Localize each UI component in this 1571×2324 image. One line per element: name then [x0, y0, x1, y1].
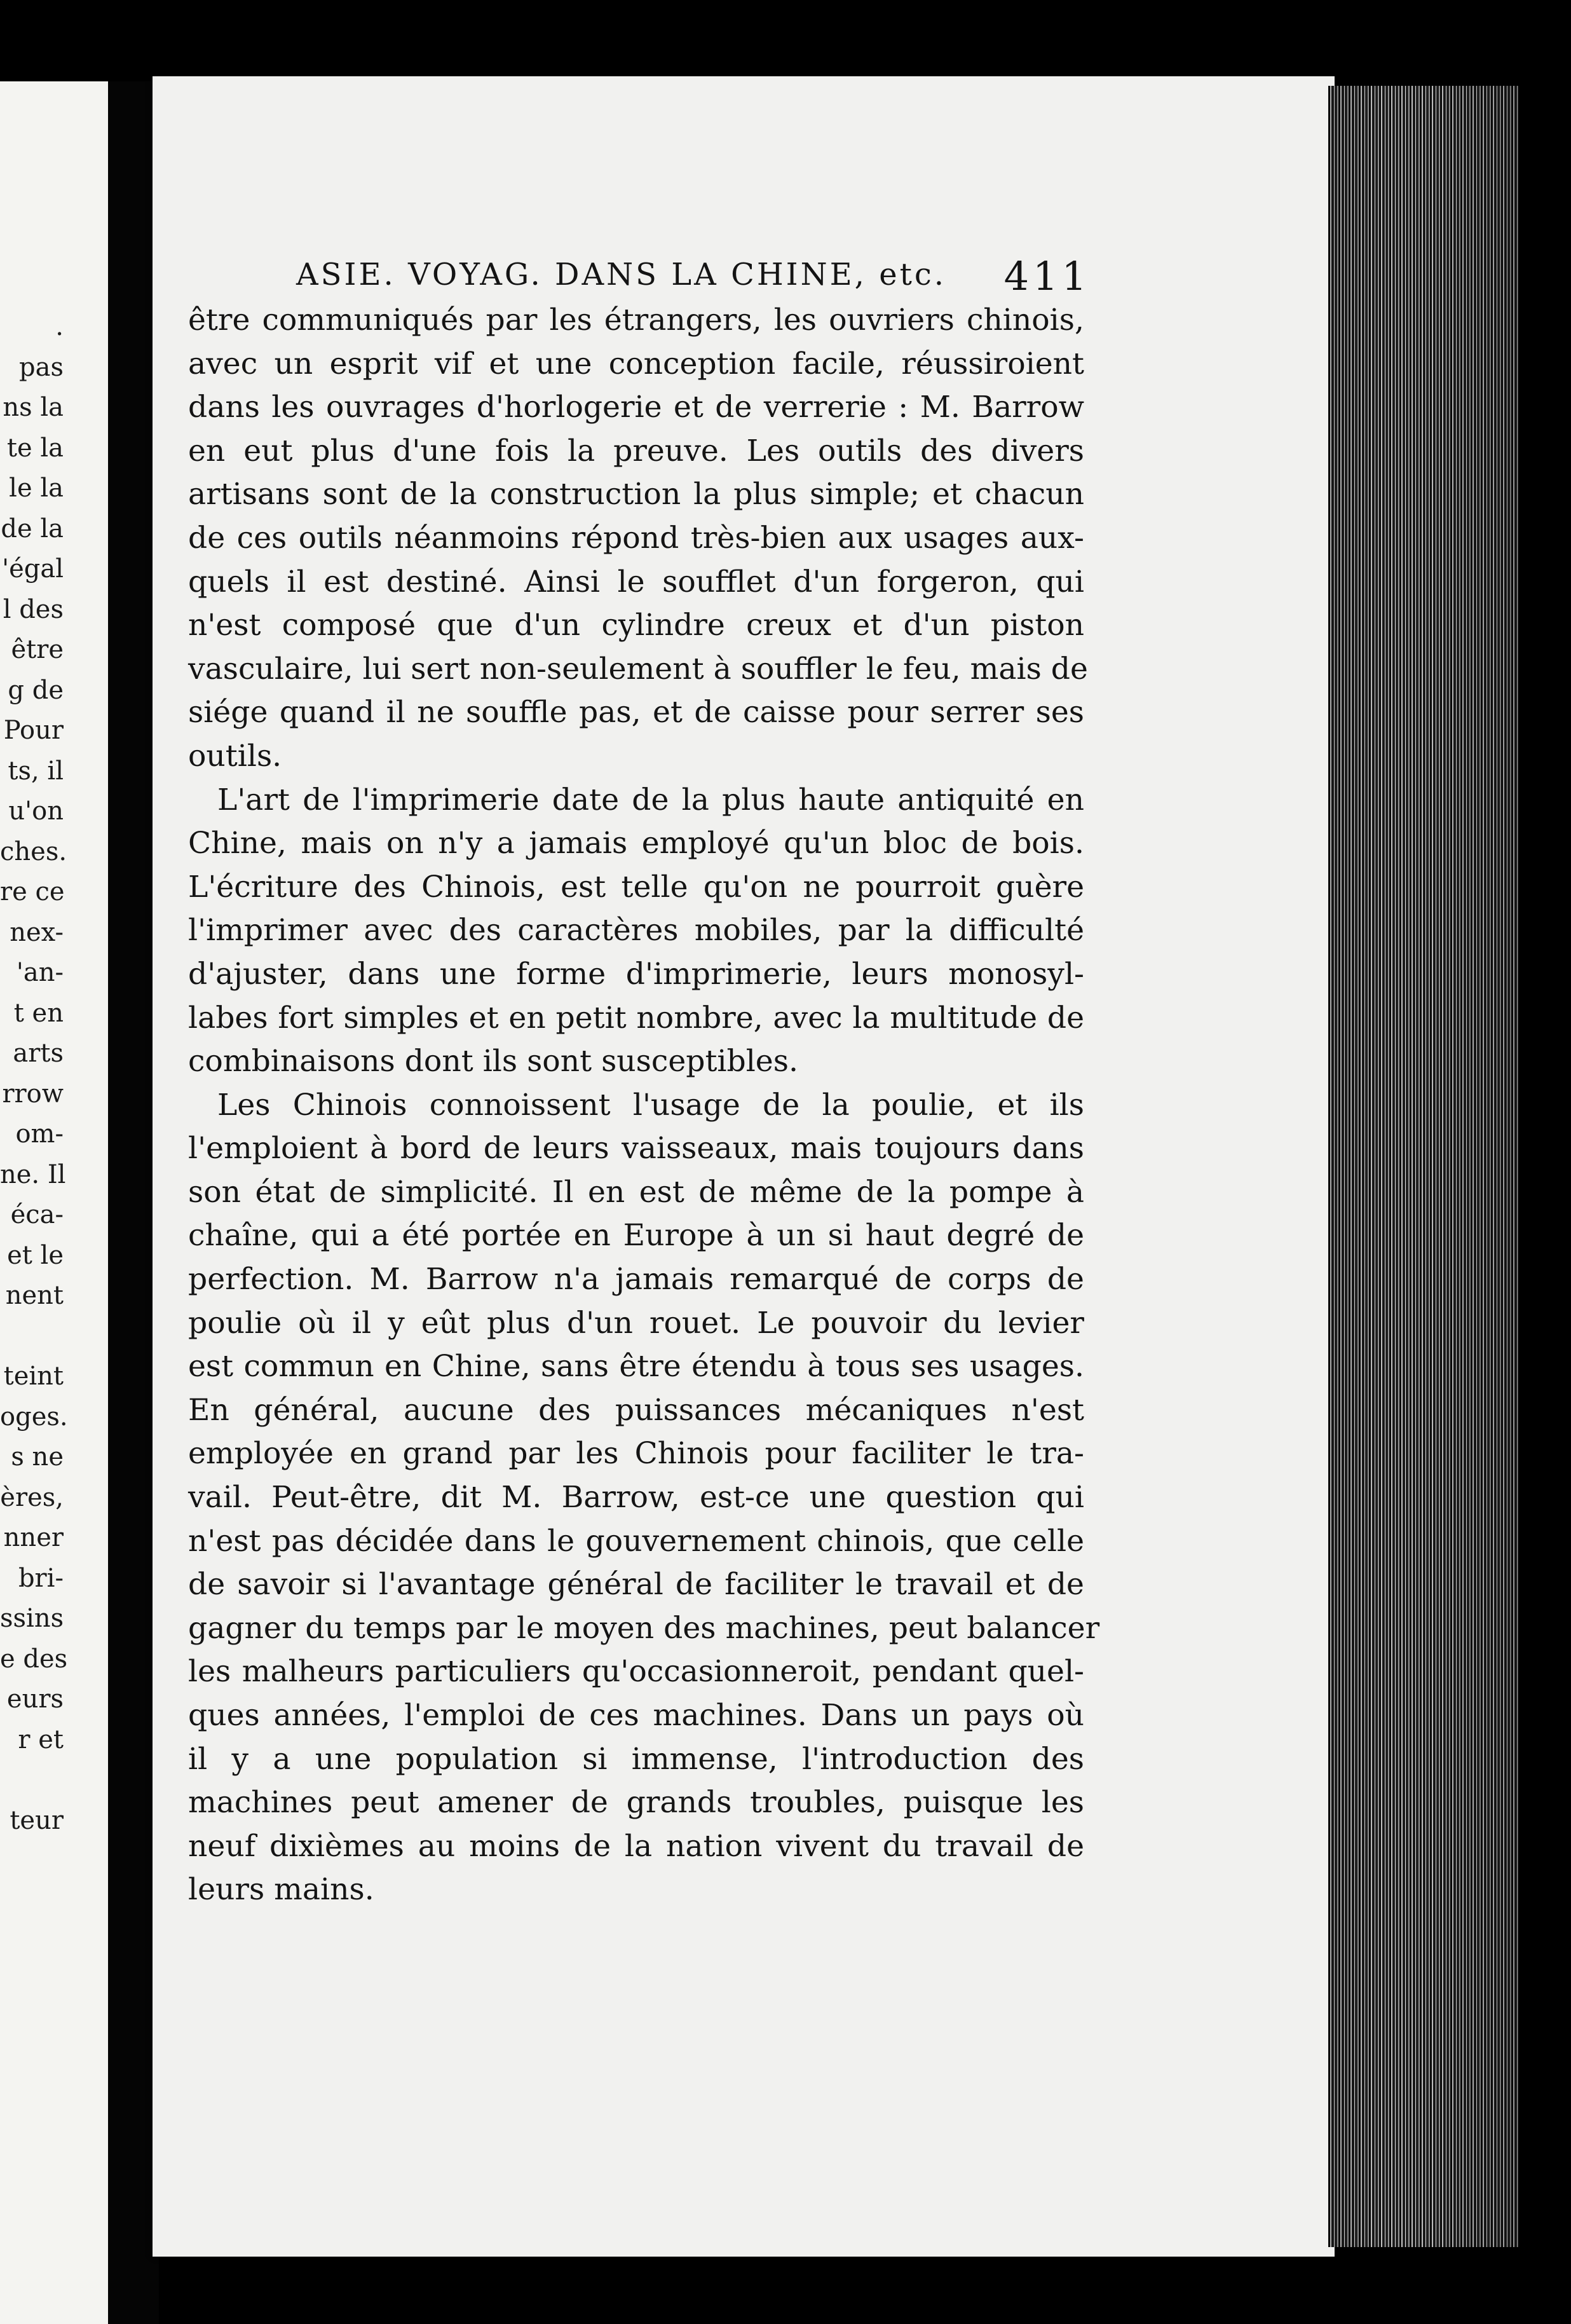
- left-page-fragment: Pour: [3, 716, 64, 745]
- text-line: être communiqués par les étrangers, les ouvriers chinois,: [188, 303, 1084, 338]
- left-page-fragment: om-: [15, 1119, 64, 1149]
- left-page-fragment: r et: [18, 1725, 64, 1754]
- left-page-fragment: de la: [1, 514, 64, 543]
- text-line: labes fort simples et en petit nombre, avec la multitude de: [188, 1000, 1084, 1036]
- running-head: [296, 253, 1091, 304]
- text-line: avec un esprit vif et une conception facile, réussiroient: [188, 346, 1084, 381]
- text-line: est commun en Chine, sans être étendu à tous ses usages.: [188, 1349, 1084, 1384]
- text-line: dans les ouvrages d'horlogerie et de verrerie : M. Barrow: [188, 390, 1084, 425]
- left-page-fragment: teur: [10, 1805, 64, 1835]
- text-line: ques années, l'emploi de ces machines. Dans un pays où: [188, 1698, 1084, 1733]
- text-line: leurs mains.: [188, 1872, 374, 1908]
- left-page-strip: [0, 81, 108, 2324]
- text-line: employée en grand par les Chinois pour faciliter le tra-: [188, 1436, 1084, 1472]
- left-page-fragment: nent: [5, 1281, 64, 1310]
- text-line: En général, aucune des puissances mécaniques n'est: [188, 1392, 1084, 1428]
- text-line: en eut plus d'une fois la preuve. Les outils des divers: [188, 433, 1084, 468]
- left-page-text-fragments: [0, 307, 68, 1841]
- left-page-fragment: teint: [3, 1362, 64, 1391]
- text-line: siége quand il ne souffle pas, et de caisse pour serrer ses: [188, 695, 1084, 730]
- text-line: artisans sont de la construction la plus simple; et chacun: [188, 477, 1084, 512]
- text-line: neuf dixièmes au moins de la nation vivent du travail de: [188, 1828, 1084, 1864]
- left-page-fragment: éca-: [10, 1200, 64, 1229]
- text-line: Chine, mais on n'y a jamais employé qu'un bloc de bois.: [188, 826, 1084, 861]
- left-page-fragment: te la: [6, 433, 64, 463]
- left-page-fragment: oges.: [0, 1402, 68, 1432]
- text-line: Les Chinois connoissent l'usage de la poulie, et ils: [217, 1087, 1084, 1123]
- left-page-fragment: l des: [3, 594, 64, 624]
- left-page-fragment: ns la: [3, 393, 64, 422]
- text-line: perfection. M. Barrow n'a jamais remarqué de corps de: [188, 1262, 1084, 1297]
- left-page-fragment: [0, 1316, 64, 1357]
- left-page-fragment: g de: [8, 675, 64, 705]
- page-number: 411: [1003, 253, 1091, 299]
- left-page-fragment: 'an-: [16, 958, 64, 987]
- text-line: son état de simplicité. Il en est de même de la pompe à: [188, 1174, 1084, 1210]
- page-edge-shading: [1328, 86, 1519, 2247]
- left-page-fragment: ères,: [0, 1482, 64, 1512]
- left-page-fragment: bri-: [18, 1563, 64, 1593]
- left-page-fragment: ne. Il: [0, 1159, 66, 1189]
- text-line: n'est composé que d'un cylindre creux et d'un piston: [188, 608, 1084, 643]
- text-line: L'art de l'imprimerie date de la plus haute antiquité en: [217, 782, 1084, 817]
- text-line: l'imprimer avec des caractères mobiles, par la difficulté: [188, 913, 1084, 948]
- left-page-fragment: ssins: [0, 1604, 64, 1633]
- text-line: chaîne, qui a été portée en Europe à un si haut degré de: [188, 1218, 1084, 1254]
- left-page-fragment: pas: [19, 352, 64, 382]
- left-page-fragment: [0, 1760, 64, 1801]
- text-line: n'est pas décidée dans le gouvernement chinois, que celle: [188, 1523, 1084, 1559]
- text-line: de ces outils néanmoins répond très-bien aux usages aux-: [188, 520, 1084, 556]
- left-page-fragment: être: [11, 635, 64, 664]
- left-page-fragment: 'égal: [2, 554, 64, 584]
- text-line: de savoir si l'avantage général de faciliter le travail et de: [188, 1567, 1084, 1603]
- left-page-fragment: .: [55, 312, 64, 341]
- text-line: quels il est destiné. Ainsi le soufflet d'un forgeron, qui: [188, 564, 1084, 599]
- running-title: ASIE. VOYAG. DANS LA CHINE, etc.: [296, 257, 947, 292]
- text-line: vasculaire, lui sert non-seulement à souffler le feu, mais de: [188, 651, 1088, 687]
- text-line: vail. Peut-être, dit M. Barrow, est-ce une question qui: [188, 1480, 1084, 1515]
- text-line: gagner du temps par le moyen des machines, peut balancer: [188, 1610, 1100, 1646]
- left-page-fragment: ches.: [0, 837, 67, 866]
- left-page-fragment: re ce: [0, 877, 65, 906]
- left-page-fragment: nner: [3, 1523, 64, 1552]
- text-line: outils.: [188, 738, 282, 774]
- left-page-fragment: eurs: [6, 1685, 64, 1714]
- left-page-fragment: t en: [13, 998, 64, 1028]
- text-line: il y a une population si immense, l'introduction des: [188, 1741, 1084, 1777]
- left-page-fragment: nex-: [10, 917, 64, 947]
- left-page-fragment: et le: [7, 1240, 64, 1270]
- left-page-fragment: arts: [13, 1039, 64, 1068]
- left-page-fragment: e des: [0, 1644, 68, 1674]
- left-page-fragment: le la: [9, 474, 64, 503]
- left-page-fragment: rrow: [2, 1079, 64, 1109]
- text-line: L'écriture des Chinois, est telle qu'on ne pourroit guère: [188, 869, 1084, 905]
- text-line: combinaisons dont ils sont susceptibles.: [188, 1044, 798, 1079]
- text-line: poulie où il y eût plus d'un rouet. Le pouvoir du levier: [188, 1305, 1084, 1341]
- text-line: machines peut amener de grands troubles, puisque les: [188, 1785, 1084, 1821]
- book-gutter: [108, 81, 159, 2324]
- left-page-fragment: s ne: [11, 1442, 64, 1472]
- text-line: l'emploient à bord de leurs vaisseaux, mais toujours dans: [188, 1131, 1084, 1166]
- left-page-fragment: u'on: [8, 796, 64, 826]
- text-line: d'ajuster, dans une forme d'imprimerie, leurs monosyl-: [188, 956, 1084, 992]
- page-body-text: [188, 299, 1100, 1912]
- left-page-fragment: ts, il: [8, 756, 64, 786]
- text-line: les malheurs particuliers qu'occasionneroit, pendant quel-: [188, 1654, 1084, 1690]
